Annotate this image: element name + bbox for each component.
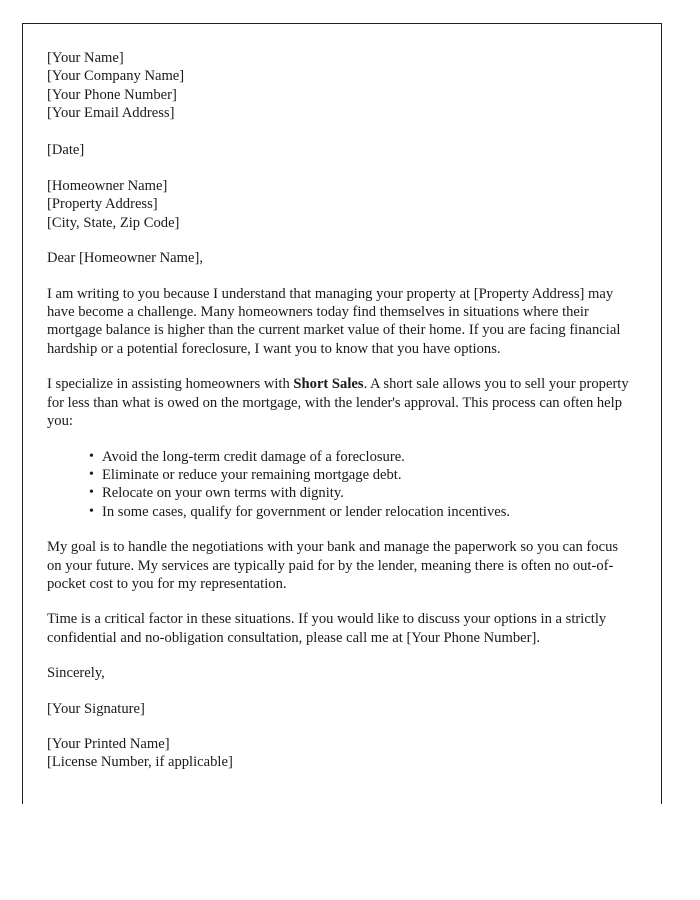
spacer <box>47 593 631 610</box>
salutation: Dear [Homeowner Name], <box>47 250 203 267</box>
specialty-lead-text: I specialize in assisting homeowners with <box>47 376 294 393</box>
paragraph-specialty <box>47 375 631 430</box>
list-item: • Avoid the long-term credit damage of a foreclosure. <box>89 448 631 466</box>
list-item: • In some cases, qualify for government or lender relocation incentives. <box>89 503 631 521</box>
valediction: Sincerely, <box>47 665 105 682</box>
date-placeholder: [Date] <box>47 141 85 158</box>
signer-identity-block <box>47 735 631 772</box>
recipient-name: [Homeowner Name] <box>47 178 168 195</box>
spacer <box>47 683 631 700</box>
sender-company: [Your Company Name] <box>47 68 185 85</box>
list-item: • Relocate on your own terms with dignity. <box>89 484 631 502</box>
short-sales-emphasis: Short Sales <box>293 376 364 393</box>
spacer <box>47 358 631 375</box>
recipient-property-address: [Property Address] <box>47 196 158 213</box>
spacer <box>47 647 631 664</box>
letter-content <box>23 24 661 772</box>
spacer <box>47 718 631 735</box>
spacer <box>47 159 631 177</box>
list-item: • Eliminate or reduce your remaining mortgage debt. <box>89 466 631 484</box>
signature-placeholder: [Your Signature] <box>47 700 145 717</box>
date-block <box>47 141 631 159</box>
spacer <box>47 232 631 249</box>
license-number: [License Number, if applicable] <box>47 754 233 771</box>
specialty-tail-text: . A short sale allows you to sell your property for less than what is owed on the mortgage, with the lender's approval. This process can often help you: <box>47 376 629 430</box>
sender-phone: [Your Phone Number] <box>47 86 177 103</box>
recipient-city-state-zip: [City, State, Zip Code] <box>47 214 180 231</box>
paragraph-urgency: Time is a critical factor in these situations. If you would like to discuss your options in a strictly confidential and no-obligation consultation, please call me at [Your Phone Number]. <box>47 611 607 646</box>
benefits-list <box>47 448 631 522</box>
spacer <box>47 431 631 448</box>
spacer <box>47 123 631 141</box>
spacer <box>47 268 631 285</box>
letter-page <box>22 23 662 804</box>
sender-address-block <box>47 49 631 123</box>
paragraph-goal: My goal is to handle the negotiations with your bank and manage the paperwork so you can focus on your future. My services are typically paid for by the lender, meaning there is often no out-of-pocket cost to you for my representation. <box>47 539 619 592</box>
spacer <box>47 521 631 538</box>
recipient-address-block <box>47 177 631 232</box>
paragraph-intro: I am writing to you because I understand that managing your property at [Property Address] may have become a challenge. Many homeowners today find themselves in situations where their mortgage balance is higher than the current market value of their home. If you are facing financial hardship or a potential foreclosure, I want you to know that you have options. <box>47 285 621 357</box>
printed-name: [Your Printed Name] <box>47 735 170 752</box>
sender-email: [Your Email Address] <box>47 105 175 122</box>
sender-name: [Your Name] <box>47 50 124 66</box>
